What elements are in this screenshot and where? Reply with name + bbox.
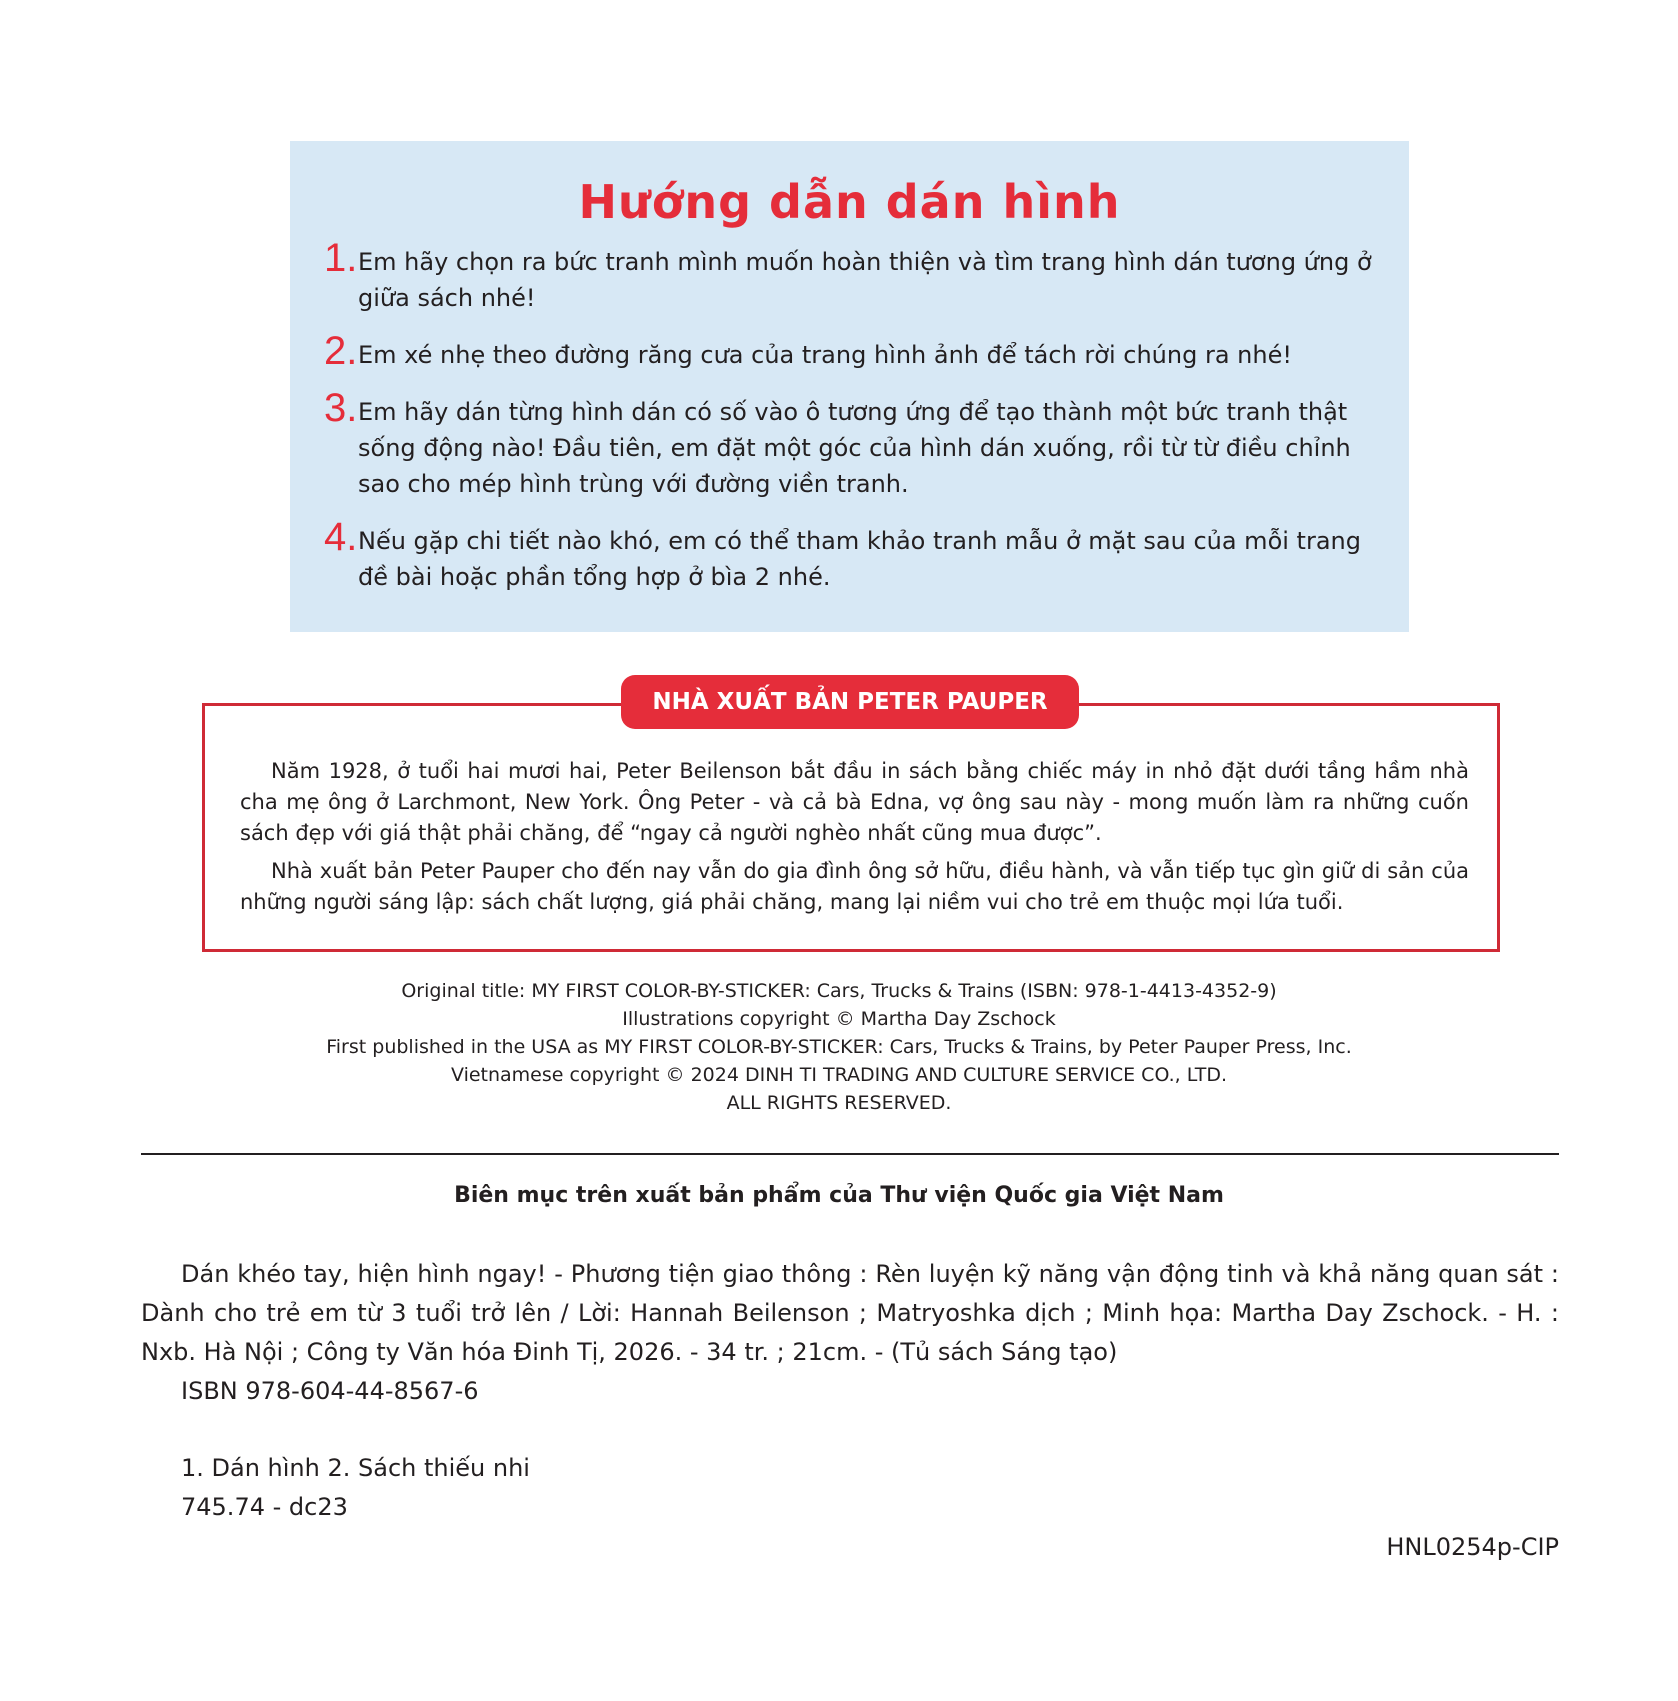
guide-step-1 xyxy=(324,236,1375,316)
divider xyxy=(141,1153,1559,1155)
publisher-paragraph-2: Nhà xuất bản Peter Pauper cho đến nay vẫn do gia đình ông sở hữu, điều hành, và vẫn tiếp tục gìn giữ di sản của những người sáng lập: sách chất lượng, giá phải chăng, mang lại niềm vui cho trẻ em thuộc mọi lứa tuổi. xyxy=(240,859,1469,914)
guide-step-4 xyxy=(324,515,1375,595)
cip-code: HNL0254p-CIP xyxy=(1386,1533,1559,1561)
cip-isbn: ISBN 978-604-44-8567-6 xyxy=(181,1377,479,1405)
publisher-info-box xyxy=(202,703,1500,952)
step-text: Em hãy chọn ra bức tranh mình muốn hoàn thiện và tìm trang hình dán tương ứng ở giữa sách nhé! xyxy=(358,248,1372,312)
step-number: 1. xyxy=(324,236,358,280)
step-text: Em hãy dán từng hình dán có số vào ô tương ứng để tạo thành một bức tranh thật sống động nào! Đầu tiên, em đặt một góc của hình dán xuống, rồi từ từ điều chỉnh sao cho mép hình trùng với đường viền tranh. xyxy=(358,398,1351,498)
original-title-line: Original title: MY FIRST COLOR-BY-STICKER: Cars, Trucks & Trains (ISBN: 978-1-4413-4352-9) xyxy=(401,980,1277,1002)
guide-title: Hướng dẫn dán hình xyxy=(578,175,1121,229)
cip-description: Dán khéo tay, hiện hình ngay! - Phương tiện giao thông : Rèn luyện kỹ năng vận động tinh và khả năng quan sát : Dành cho trẻ em từ 3 tuổi trở lên / Lời: Hannah Beilenson ; Matryoshka dịch ; Minh họa: Martha Day Zschock. - H. : Nxb. Hà Nội ; Công ty Văn hóa Đinh Tị, 2026. - 34 tr. ; 21cm. - (Tủ sách Sáng tạo) xyxy=(141,1260,1559,1366)
sticker-guide-panel xyxy=(290,141,1409,632)
step-text: Em xé nhẹ theo đường răng cưa của trang hình ảnh để tách rời chúng ra nhé! xyxy=(358,341,1292,369)
step-number: 2. xyxy=(324,329,358,373)
rights-line: ALL RIGHTS RESERVED. xyxy=(726,1092,952,1114)
guide-step-3 xyxy=(324,386,1375,502)
cip-classification: 745.74 - dc23 xyxy=(181,1493,348,1521)
copyright-block xyxy=(140,977,1538,1117)
cip-subjects: 1. Dán hình 2. Sách thiếu nhi xyxy=(181,1454,530,1482)
first-published-line: First published in the USA as MY FIRST COLOR-BY-STICKER: Cars, Trucks & Trains, by Peter Pauper Press, Inc. xyxy=(326,1036,1352,1058)
cip-heading: Biên mục trên xuất bản phẩm của Thư viện Quốc gia Việt Nam xyxy=(454,1183,1224,1208)
illustrations-line: Illustrations copyright © Martha Day Zschock xyxy=(622,1008,1056,1030)
guide-step-2 xyxy=(324,329,1375,373)
step-number: 3. xyxy=(324,386,358,430)
step-number: 4. xyxy=(324,515,358,559)
publisher-badge: NHÀ XUẤT BẢN PETER PAUPER xyxy=(621,675,1079,729)
step-text: Nếu gặp chi tiết nào khó, em có thể tham khảo tranh mẫu ở mặt sau của mỗi trang đề bài hoặc phần tổng hợp ở bìa 2 nhé. xyxy=(358,527,1361,591)
vietnamese-copyright-line: Vietnamese copyright © 2024 DINH TI TRADING AND CULTURE SERVICE CO., LTD. xyxy=(450,1064,1227,1086)
publisher-paragraph-1: Năm 1928, ở tuổi hai mươi hai, Peter Beilenson bắt đầu in sách bằng chiếc máy in nhỏ đặt dưới tầng hầm nhà cha mẹ ông ở Larchmont, New York. Ông Peter - và cả bà Edna, vợ ông sau này - mong muốn làm ra những cuốn sách đẹp với giá thật phải chăng, để “ngay cả người nghèo nhất cũng mua được”. xyxy=(240,759,1469,845)
